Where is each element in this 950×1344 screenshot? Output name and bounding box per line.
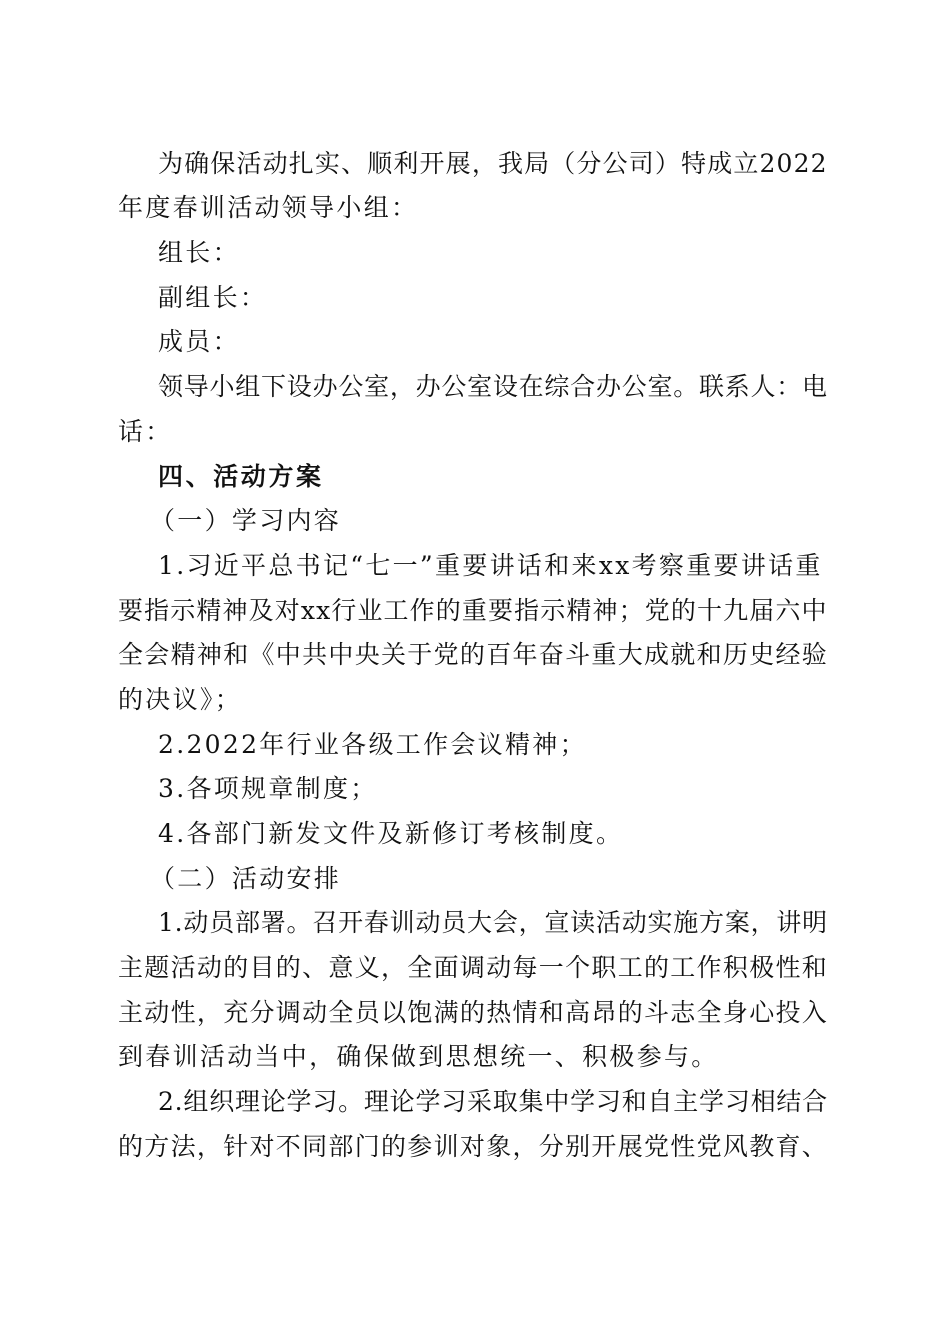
study-item-1-line-1: 1.习近平总书记“七一”重要讲话和来xx考察重要讲话重 <box>158 551 823 580</box>
paragraph-intro-line-2: 年度春训活动领导小组： <box>118 193 419 222</box>
study-item-1-line-4: 的决议》； <box>118 685 243 714</box>
arrangement-item-1-line-2: 主题活动的目的、意义，全面调动每一个职工的工作积极性和 <box>118 953 829 982</box>
subsection-heading-study-content: （一）学习内容 <box>150 506 342 535</box>
study-item-1-line-3: 全会精神和《中共中央关于党的百年奋斗重大成就和历史经验 <box>118 640 829 669</box>
office-line-2: 话： <box>118 417 173 446</box>
office-line-1: 领导小组下设办公室，办公室设在综合办公室。联系人：电 <box>158 372 828 401</box>
group-leader-line: 组长： <box>158 238 240 267</box>
study-item-2: 2.2022年行业各级工作会议精神； <box>158 730 587 759</box>
arrangement-item-2-line-2: 的方法，针对不同部门的参训对象，分别开展党性党风教育、 <box>118 1132 829 1161</box>
study-item-3: 3.各项规章制度； <box>158 774 378 803</box>
study-item-4: 4.各部门新发文件及新修订考核制度。 <box>158 819 624 848</box>
arrangement-item-2-line-1: 2.组织理论学习。理论学习采取集中学习和自主学习相结合 <box>158 1087 828 1116</box>
paragraph-intro-line-1: 为确保活动扎实、顺利开展，我局（分公司）特成立2022 <box>158 149 828 178</box>
deputy-leader-line: 副组长： <box>158 283 268 312</box>
study-item-1-line-2: 要指示精神及对xx行业工作的重要指示精神；党的十九届六中 <box>118 596 828 625</box>
arrangement-item-1-line-3: 主动性，充分调动全员以饱满的热情和高昂的斗志全身心投入 <box>118 998 829 1027</box>
arrangement-item-1-line-4: 到春训活动当中，确保做到思想统一、积极参与。 <box>118 1042 719 1071</box>
members-line: 成员： <box>158 327 240 356</box>
arrangement-item-1-line-1: 1.动员部署。召开春训动员大会，宣读活动实施方案，讲明 <box>158 908 828 937</box>
subsection-heading-activity-arrangement: （二）活动安排 <box>150 864 342 893</box>
section-heading-activity-plan: 四、活动方案 <box>158 462 324 491</box>
